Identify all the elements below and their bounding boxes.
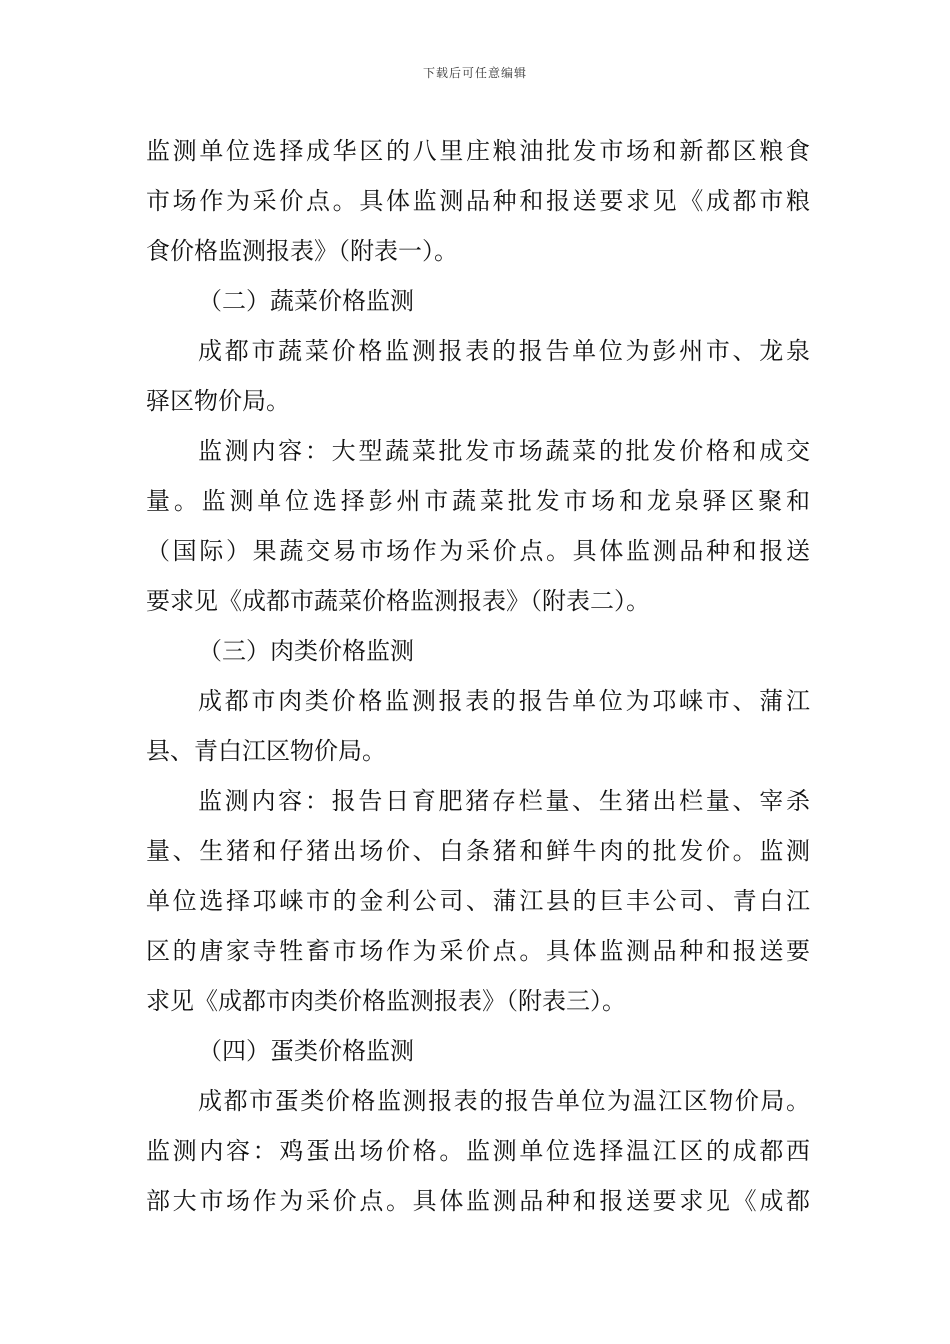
- download-note: 下载后可任意编辑: [422, 66, 527, 80]
- text-line: 监测单位选择成华区的八里庄粮油批发市场和新都区粮食: [146, 137, 810, 165]
- text-line: 成都市蛋类价格监测报表的报告单位为温江区物价局。: [198, 1087, 810, 1115]
- text-line: 量。监测单位选择彭州市蔬菜批发市场和龙泉驿区聚和: [146, 487, 810, 515]
- text-line: 食价格监测报表》（附表一）。: [146, 237, 458, 265]
- section-heading-meat: （三）肉类价格监测: [198, 637, 414, 665]
- section-heading-eggs: （四）蛋类价格监测: [198, 1037, 414, 1065]
- text-line: 求见《成都市肉类价格监测报表》（附表三）。: [146, 987, 626, 1015]
- document-body: [146, 126, 810, 1226]
- text-line: 部大市场作为采价点。具体监测品种和报送要求见《成都: [146, 1187, 810, 1215]
- text-line: （国际）果蔬交易市场作为采价点。具体监测品种和报送: [146, 537, 810, 565]
- text-line: 单位选择邛崃市的金利公司、蒲江县的巨丰公司、青白江: [146, 887, 810, 915]
- text-line: 监测内容：大型蔬菜批发市场蔬菜的批发价格和成交: [198, 437, 810, 465]
- text-line: 量、生猪和仔猪出场价、白条猪和鲜牛肉的批发价。监测: [146, 837, 810, 865]
- text-line: 成都市肉类价格监测报表的报告单位为邛崃市、蒲江: [198, 687, 810, 715]
- text-line: 监测内容：报告日育肥猪存栏量、生猪出栏量、宰杀: [198, 787, 810, 815]
- text-line: 驿区物价局。: [146, 387, 290, 415]
- text-line: 监测内容：鸡蛋出场价格。监测单位选择温江区的成都西: [146, 1137, 810, 1165]
- section-heading-vegetables: （二）蔬菜价格监测: [198, 287, 414, 315]
- text-line: 县、青白江区物价局。: [146, 737, 386, 765]
- text-line: 成都市蔬菜价格监测报表的报告单位为彭州市、龙泉: [198, 337, 810, 365]
- text-line: 区的唐家寺牲畜市场作为采价点。具体监测品种和报送要: [146, 937, 810, 965]
- text-line: 要求见《成都市蔬菜价格监测报表》（附表二）。: [146, 587, 650, 615]
- text-line: 市场作为采价点。具体监测品种和报送要求见《成都市粮: [146, 187, 810, 215]
